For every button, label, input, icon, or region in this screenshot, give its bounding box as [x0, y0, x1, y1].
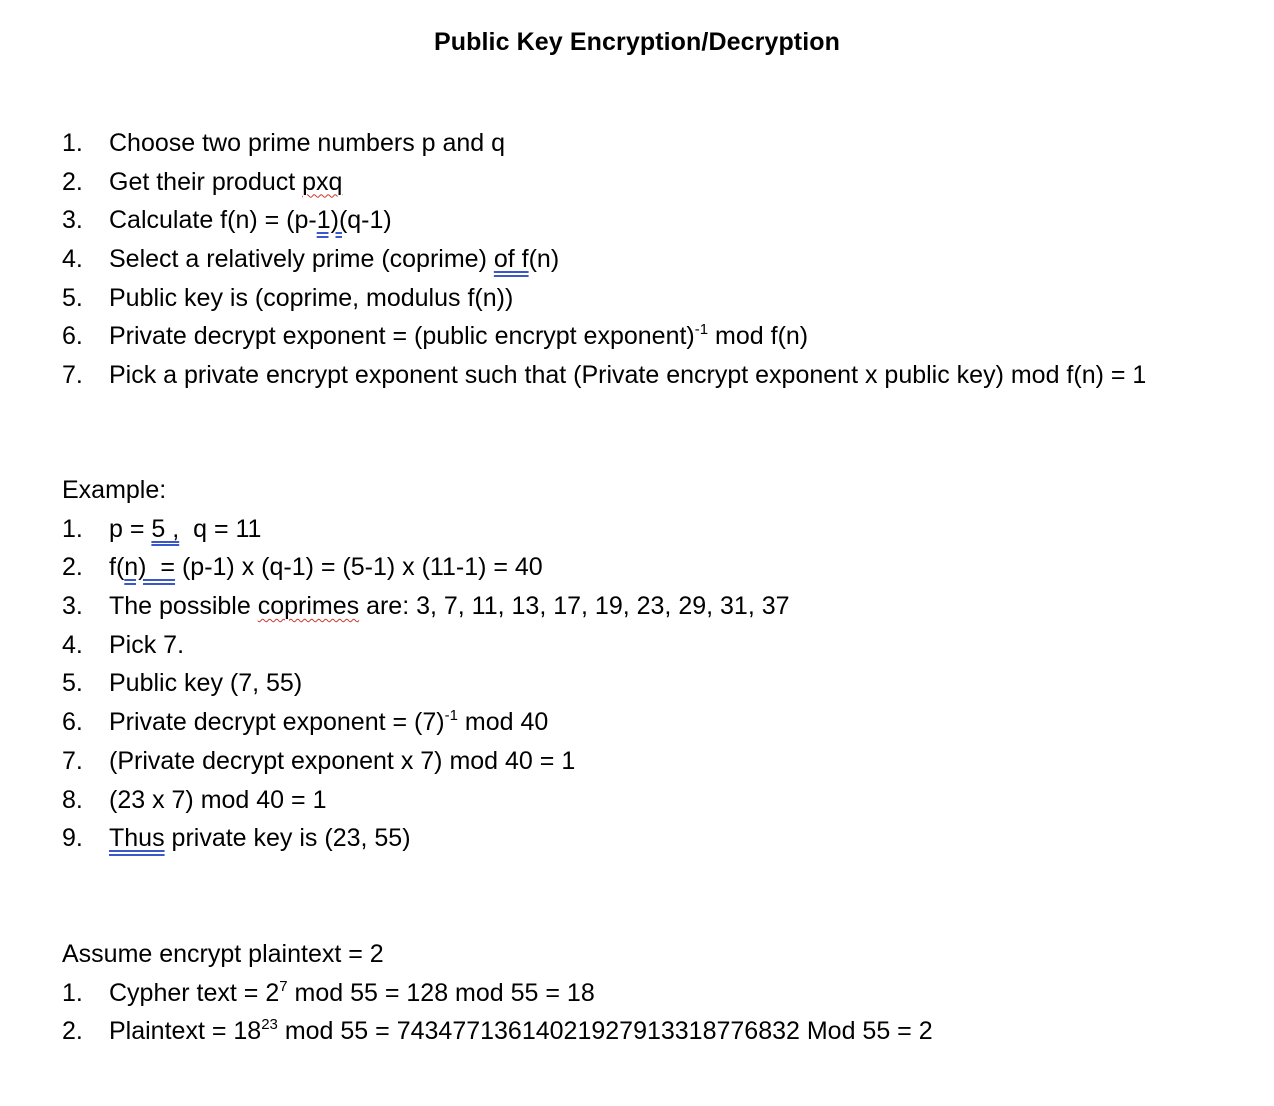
- list-text: [109, 201, 1262, 240]
- text-run: Cypher text = 2: [109, 978, 280, 1007]
- list-number: 2.: [62, 167, 83, 196]
- list-item: [62, 781, 1262, 820]
- text-run: mod f(n): [708, 322, 809, 351]
- list-item: [62, 819, 1262, 858]
- spelling-flagged-text[interactable]: coprimes: [257, 592, 360, 621]
- text-run: Private decrypt exponent = (7): [109, 708, 445, 737]
- text-run: Plaintext = 18: [109, 1017, 262, 1046]
- list-text: [109, 587, 1262, 626]
- assume-list: [62, 974, 1262, 1051]
- list-number: 3.: [62, 206, 83, 235]
- list-number: 5.: [62, 669, 83, 698]
- grammar-flagged-text[interactable]: 1)(: [316, 206, 348, 235]
- example-section: [62, 471, 1262, 858]
- text-run: The possible: [109, 592, 258, 621]
- list-text: [109, 317, 1262, 356]
- list-item: [62, 510, 1262, 549]
- grammar-flagged-text[interactable]: 5 ,: [151, 514, 180, 543]
- list-text: [109, 510, 1262, 549]
- list-text: (Private decrypt exponent x 7) mod 40 = 1: [109, 746, 576, 775]
- list-text: [109, 1012, 1262, 1051]
- text-run: Select a relatively prime (coprime): [109, 245, 494, 274]
- list-text: (23 x 7) mod 40 = 1: [109, 785, 327, 814]
- list-item: [62, 587, 1262, 626]
- list-number: 4.: [62, 245, 83, 274]
- list-text: Pick a private encrypt exponent such that (Private encrypt exponent x public key) mod f(n) = 1: [109, 361, 1147, 390]
- list-text: [109, 163, 1262, 202]
- text-run: Calculate f(n) = (p-: [109, 206, 317, 235]
- list-number: 1.: [62, 129, 83, 157]
- list-text: Public key (7, 55): [109, 669, 303, 698]
- example-list: [62, 510, 1262, 858]
- list-number: 6.: [62, 322, 83, 351]
- superscript: -1: [444, 707, 458, 725]
- list-number: 7.: [62, 361, 83, 390]
- list-number: 4.: [62, 630, 83, 659]
- list-number: 9.: [62, 824, 83, 853]
- text-run: mod 55 = 128 mod 55 = 18: [287, 978, 595, 1007]
- text-run: mod 55 = 74347713614021927913318776832 Mod 55 = 2: [277, 1017, 933, 1046]
- assume-heading: Assume encrypt plaintext = 2: [62, 940, 384, 968]
- list-item: [62, 703, 1262, 742]
- list-item: [62, 548, 1262, 587]
- list-item: [62, 1012, 1262, 1051]
- steps-list: [62, 124, 1262, 395]
- text-run: (n): [528, 245, 560, 274]
- example-heading: Example:: [62, 476, 167, 504]
- text-run: Get their product: [109, 167, 303, 196]
- list-number: 5.: [62, 283, 83, 312]
- text-run: mod 40: [457, 708, 549, 737]
- text-run: Private decrypt exponent = (public encrypt exponent): [109, 322, 695, 351]
- list-item: [62, 742, 1262, 781]
- list-item: [62, 124, 1262, 163]
- grammar-flagged-text[interactable]: Thus: [109, 824, 165, 853]
- list-item: [62, 317, 1262, 356]
- list-item: [62, 626, 1262, 665]
- list-text: [109, 819, 1262, 858]
- text-run: p =: [109, 514, 152, 543]
- list-text: [109, 703, 1262, 742]
- text-run: (p-1) x (q-1) = (5-1) x (11-1) = 40: [175, 553, 543, 582]
- grammar-flagged-text[interactable]: n) =: [124, 553, 176, 582]
- list-number: 1.: [62, 978, 83, 1007]
- superscript: -1: [694, 321, 709, 339]
- text-run: q = 11: [179, 514, 262, 543]
- list-item: [62, 240, 1262, 279]
- list-number: 2.: [62, 1017, 83, 1046]
- list-item: [62, 163, 1262, 202]
- text-run: are: 3, 7, 11, 13, 17, 19, 23, 29, 31, 37: [359, 592, 790, 621]
- assume-section: [62, 935, 1262, 1051]
- text-run: private key is (23, 55): [164, 824, 411, 853]
- superscript: 23: [261, 1016, 278, 1034]
- list-text: Choose two prime numbers p and q: [109, 129, 506, 157]
- list-text: Pick 7.: [109, 630, 185, 659]
- grammar-flagged-text[interactable]: of f: [493, 245, 529, 274]
- steps-section: [62, 124, 1262, 395]
- list-number: 1.: [62, 514, 83, 543]
- list-number: 3.: [62, 592, 83, 621]
- spelling-flagged-text[interactable]: pxq: [302, 167, 343, 196]
- list-item: [62, 664, 1262, 703]
- list-number: 8.: [62, 785, 83, 814]
- list-item: [62, 974, 1262, 1013]
- list-text: [109, 974, 1262, 1013]
- list-number: 2.: [62, 553, 83, 582]
- list-number: 6.: [62, 708, 83, 737]
- list-text: [109, 240, 1262, 279]
- list-item: [62, 356, 1262, 395]
- superscript: 7: [279, 977, 288, 995]
- text-run: q-1): [347, 206, 392, 235]
- list-item: [62, 201, 1262, 240]
- list-text: Public key is (coprime, modulus f(n)): [109, 283, 514, 312]
- document-title: Public Key Encryption/Decryption: [433, 28, 841, 56]
- list-text: [109, 548, 1262, 587]
- list-number: 7.: [62, 746, 83, 775]
- list-item: [62, 279, 1262, 318]
- text-run: f(: [109, 553, 125, 582]
